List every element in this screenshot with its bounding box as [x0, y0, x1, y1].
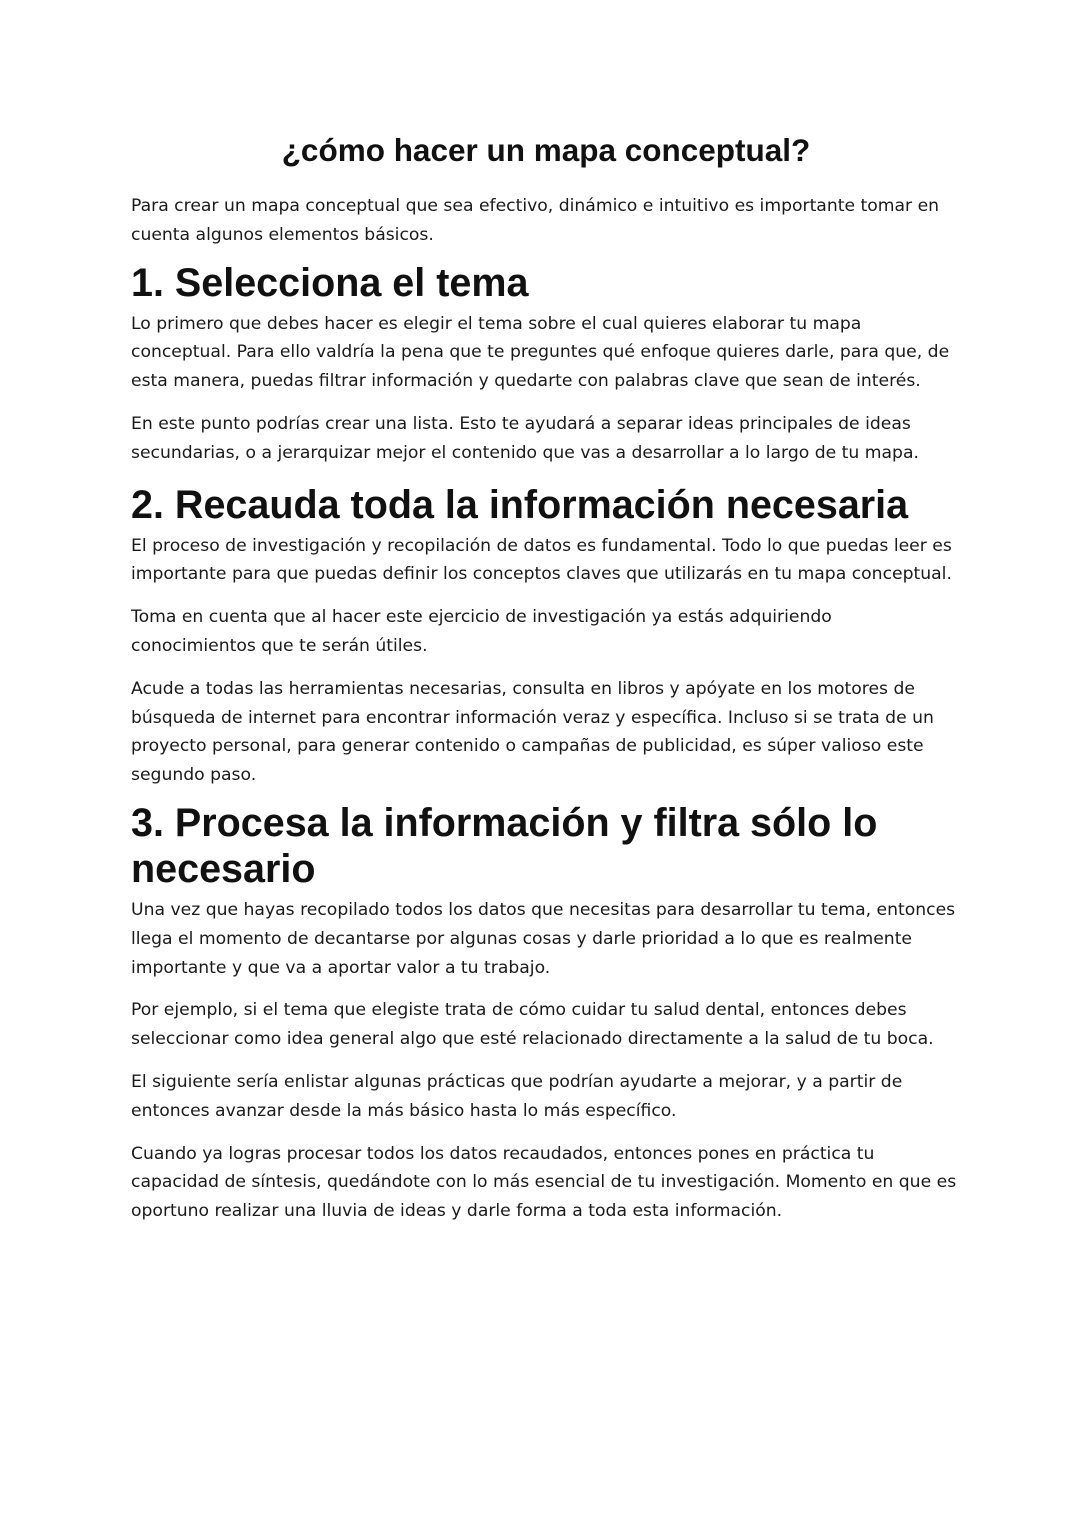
section-select-topic	[131, 260, 961, 468]
section-paragraph: El proceso de investigación y recopilación de datos es fundamental. Todo lo que puedas leer es importante para que puedas definir los conceptos claves que utilizarás en tu mapa conceptual.	[131, 535, 952, 585]
section-heading: 2. Recauda toda la información necesaria	[131, 482, 909, 527]
section-paragraph: En este punto podrías crear una lista. Esto te ayudará a separar ideas principales de ideas secundarias, o a jerarquizar mejor el contenido que vas a desarrollar a lo largo de tu mapa.	[131, 413, 919, 463]
section-paragraph: Cuando ya logras procesar todos los datos recaudados, entonces pones en práctica tu capacidad de síntesis, quedándote con lo más esencial de tu investigación. Momento en que es oportuno realizar una lluvia de ideas y darle forma a toda esta información.	[131, 1143, 957, 1222]
section-paragraph: Una vez que hayas recopilado todos los datos que necesitas para desarrollar tu tema, entonces llega el momento de decantarse por algunas cosas y darle prioridad a lo que es realmente importante y que va a aportar valor a tu trabajo.	[131, 899, 956, 978]
section-process-information	[131, 800, 961, 1226]
intro-paragraph: Para crear un mapa conceptual que sea efectivo, dinámico e intuitivo es importante tomar en cuenta algunos elementos básicos.	[131, 196, 940, 245]
section-paragraph: Acude a todas las herramientas necesarias, consulta en libros y apóyate en los motores de búsqueda de internet para encontrar información veraz y específica. Incluso si se trata de un proyecto personal, para generar contenido o campañas de publicidad, es súper valioso este segundo paso.	[131, 678, 934, 786]
section-paragraph: Por ejemplo, si el tema que elegiste trata de cómo cuidar tu salud dental, entonces debes seleccionar como idea general algo que esté relacionado directamente a la salud de tu boca.	[131, 1000, 934, 1050]
page-title: ¿cómo hacer un mapa conceptual?	[281, 132, 811, 168]
section-paragraph: El siguiente sería enlistar algunas prácticas que podrían ayudarte a mejorar, y a partir de entonces avanzar desde la más básico hasta lo más específico.	[131, 1071, 903, 1121]
section-paragraph: Lo primero que debes hacer es elegir el tema sobre el cual quieres elaborar tu mapa conceptual. Para ello valdría la pena que te preguntes qué enfoque quieres darle, para que, de esta manera, puedas filtrar información y quedarte con palabras clave que sean de interés.	[131, 313, 950, 392]
section-heading: 1. Selecciona el tema	[131, 260, 529, 305]
section-gather-information	[131, 482, 961, 790]
section-heading: 3. Procesa la información y filtra sólo lo necesario	[131, 800, 878, 891]
section-paragraph: Toma en cuenta que al hacer este ejercicio de investigación ya estás adquiriendo conocimientos que te serán útiles.	[131, 607, 832, 656]
document-page	[131, 124, 961, 1226]
